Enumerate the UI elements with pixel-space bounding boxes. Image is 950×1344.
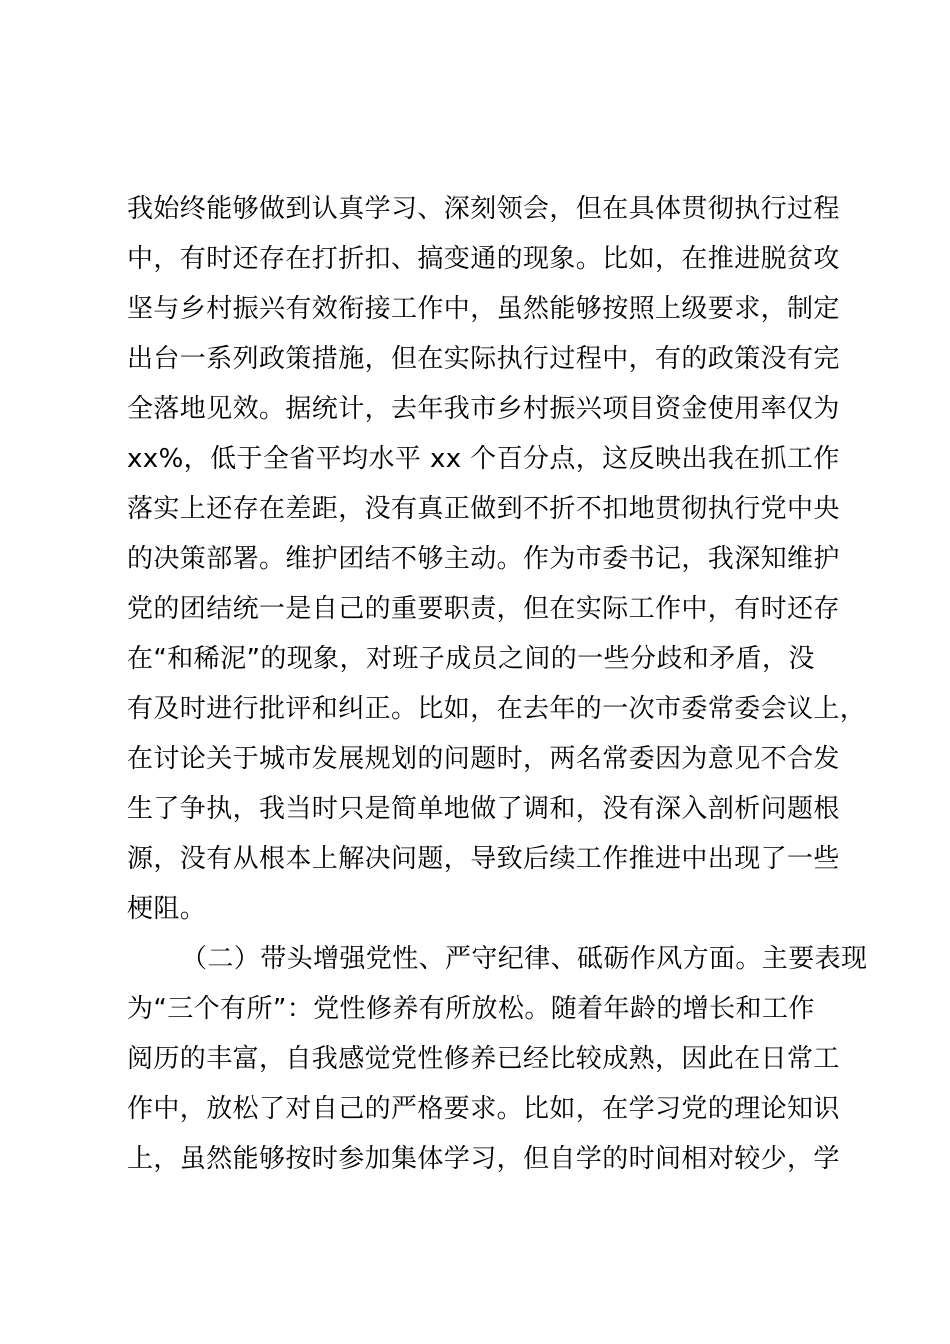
text-line: 落实上还存在差距，没有真正做到不折不扣地贯彻执行党中央 xyxy=(127,494,840,524)
text-line: 坚与乡村振兴有效衔接工作中，虽然能够按照上级要求，制定 xyxy=(127,294,840,324)
text-line: 生了争执，我当时只是简单地做了调和，没有深入剖析问题根 xyxy=(127,794,840,824)
text-line: 上，虽然能够按时参加集体学习，但自学的时间相对较少，学 xyxy=(127,1144,840,1174)
text-line: 中，有时还存在打折扣、搞变通的现象。比如，在推进脱贫攻 xyxy=(127,244,840,274)
text-line: 全落地见效。据统计，去年我市乡村振兴项目资金使用率仅为 xyxy=(127,394,840,424)
body-text xyxy=(127,184,868,1184)
text-line: 我始终能够做到认真学习、深刻领会，但在具体贯彻执行过程 xyxy=(127,194,840,224)
text-line: 的决策部署。维护团结不够主动。作为市委书记，我深知维护 xyxy=(127,544,840,574)
text-line: 作中，放松了对自己的严格要求。比如，在学习党的理论知识 xyxy=(127,1094,840,1124)
text-line: 在讨论关于城市发展规划的问题时，两名常委因为意见不合发 xyxy=(127,744,840,774)
text-line: xx%，低于全省平均水平 xx 个百分点，这反映出我在抓工作 xyxy=(127,444,840,474)
text-line: 阅历的丰富，自我感觉党性修养已经比较成熟，因此在日常工 xyxy=(127,1044,840,1074)
text-line: 在“和稀泥”的现象，对班子成员之间的一些分歧和矛盾，没 xyxy=(127,644,815,674)
text-line: 梗阻。 xyxy=(127,894,207,924)
text-line: 为“三个有所”：党性修养有所放松。随着年龄的增长和工作 xyxy=(127,994,815,1024)
text-line: 党的团结统一是自己的重要职责，但在实际工作中，有时还存 xyxy=(127,594,840,624)
text-line: 源，没有从根本上解决问题，导致后续工作推进中出现了一些 xyxy=(127,844,840,874)
text-line: 有及时进行批评和纠正。比如，在去年的一次市委常委会议上， xyxy=(127,694,867,724)
text-line: 出台一系列政策措施，但在实际执行过程中，有的政策没有完 xyxy=(127,344,840,374)
section-heading-line: （二）带头增强党性、严守纪律、砥砺作风方面。主要表现 xyxy=(181,944,868,974)
